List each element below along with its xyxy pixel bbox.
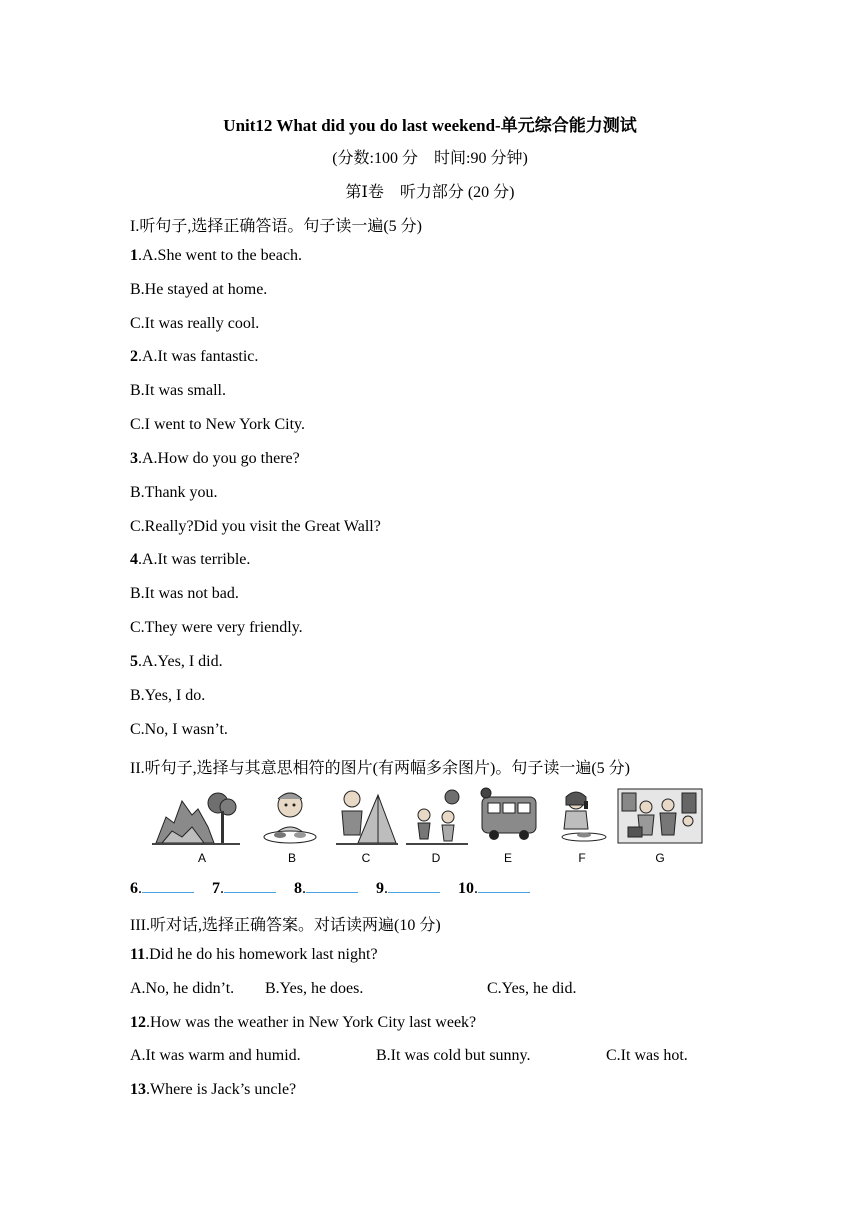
q11-question [130,946,378,964]
q1-option-b: B.He stayed at home. [130,281,268,298]
blank-line-7[interactable] [224,878,276,893]
q1-option-a [130,247,302,265]
picture-e-bus [478,787,540,847]
q5-option-a [130,653,223,671]
section3-heading: III.听对话,选择正确答案。对话读两遍(10 分) [130,917,441,934]
q12-option-a: A.It was warm and humid. [130,1047,301,1064]
blank-line-8[interactable] [306,878,358,893]
blank-number-6: 6 [130,880,138,897]
q3-option-c: C.Really?Did you visit the Great Wall? [130,518,381,535]
answer-blank-6[interactable]: 6. [130,878,194,898]
picture-strip [152,787,712,871]
q11-number: 11 [130,946,146,963]
picture-b-boy-eating [260,787,324,847]
picture-label-c: C [361,851,371,865]
answer-blank-8[interactable]: 8. [294,878,358,898]
picture-label-e: E [503,851,512,865]
q1-option-a-text: .A.She went to the beach. [138,247,302,264]
picture-label-b: B [287,851,296,865]
answer-blanks-row [130,878,544,898]
q13-question [130,1081,296,1099]
answer-blank-10[interactable]: 10. [458,878,530,898]
q1-number: 1 [130,247,138,264]
section2-heading: II.听句子,选择与其意思相符的图片(有两幅多余图片)。句子读一遍(5 分) [130,760,630,777]
q4-option-a-text: .A.It was terrible. [138,551,251,568]
q12-option-c: C.It was hot. [606,1047,688,1064]
part-heading: 第Ⅰ卷 听力部分 (20 分) [345,184,515,201]
picture-label-f: F [578,851,586,865]
q11-option-b: B.Yes, he does. [265,980,364,997]
score-time-line: (分数:100 分 时间:90 分钟) [332,150,528,167]
q4-number: 4 [130,551,138,568]
q11-option-c: C.Yes, he did. [487,980,577,997]
q4-option-b: B.It was not bad. [130,585,239,602]
q2-option-a-text: .A.It was fantastic. [138,348,259,365]
q5-number: 5 [130,653,138,670]
q2-number: 2 [130,348,138,365]
q13-number: 13 [130,1081,146,1098]
picture-a-rocks-trees [152,787,240,847]
q3-option-a [130,450,300,468]
q4-option-c: C.They were very friendly. [130,619,303,636]
q2-option-b: B.It was small. [130,382,226,399]
q3-option-a-text: .A.How do you go there? [138,450,300,467]
q5-option-a-text: .A.Yes, I did. [138,653,223,670]
blank-number-9: 9 [376,880,384,897]
q1-option-c: C.It was really cool. [130,315,260,332]
answer-blank-7[interactable]: 7. [212,878,276,898]
q11-text: .Did he do his homework last night? [145,946,378,963]
page-title: Unit12 What did you do last weekend-单元综合能力测试 [223,116,637,135]
q2-option-c: C.I went to New York City. [130,416,305,433]
picture-label-g: G [655,851,665,865]
q3-number: 3 [130,450,138,467]
picture-label-a: A [197,851,206,865]
picture-d-kids-playing [406,787,468,847]
q12-option-b: B.It was cold but sunny. [376,1047,531,1064]
q5-option-b: B.Yes, I do. [130,687,206,704]
blank-line-10[interactable] [478,878,530,893]
picture-label-d: D [431,851,441,865]
q12-number: 12 [130,1014,146,1031]
blank-number-7: 7 [212,880,220,897]
q4-option-a [130,551,250,569]
q12-question [130,1014,476,1032]
blank-number-10: 10 [458,880,474,897]
section1-heading: I.听句子,选择正确答语。句子读一遍(5 分) [130,218,422,235]
q13-text: .Where is Jack’s uncle? [146,1081,297,1098]
q2-option-a [130,348,258,366]
q3-option-b: B.Thank you. [130,484,218,501]
q11-option-a: A.No, he didn’t. [130,980,235,997]
picture-c-tent-camping [336,787,398,847]
blank-line-6[interactable] [142,878,194,893]
blank-line-9[interactable] [388,878,440,893]
q12-text: .How was the weather in New York City last week? [146,1014,477,1031]
answer-blank-9[interactable]: 9. [376,878,440,898]
q5-option-c: C.No, I wasn’t. [130,721,228,738]
picture-f-woman-phone [554,787,614,847]
blank-number-8: 8 [294,880,302,897]
picture-g-people-room [616,787,704,847]
